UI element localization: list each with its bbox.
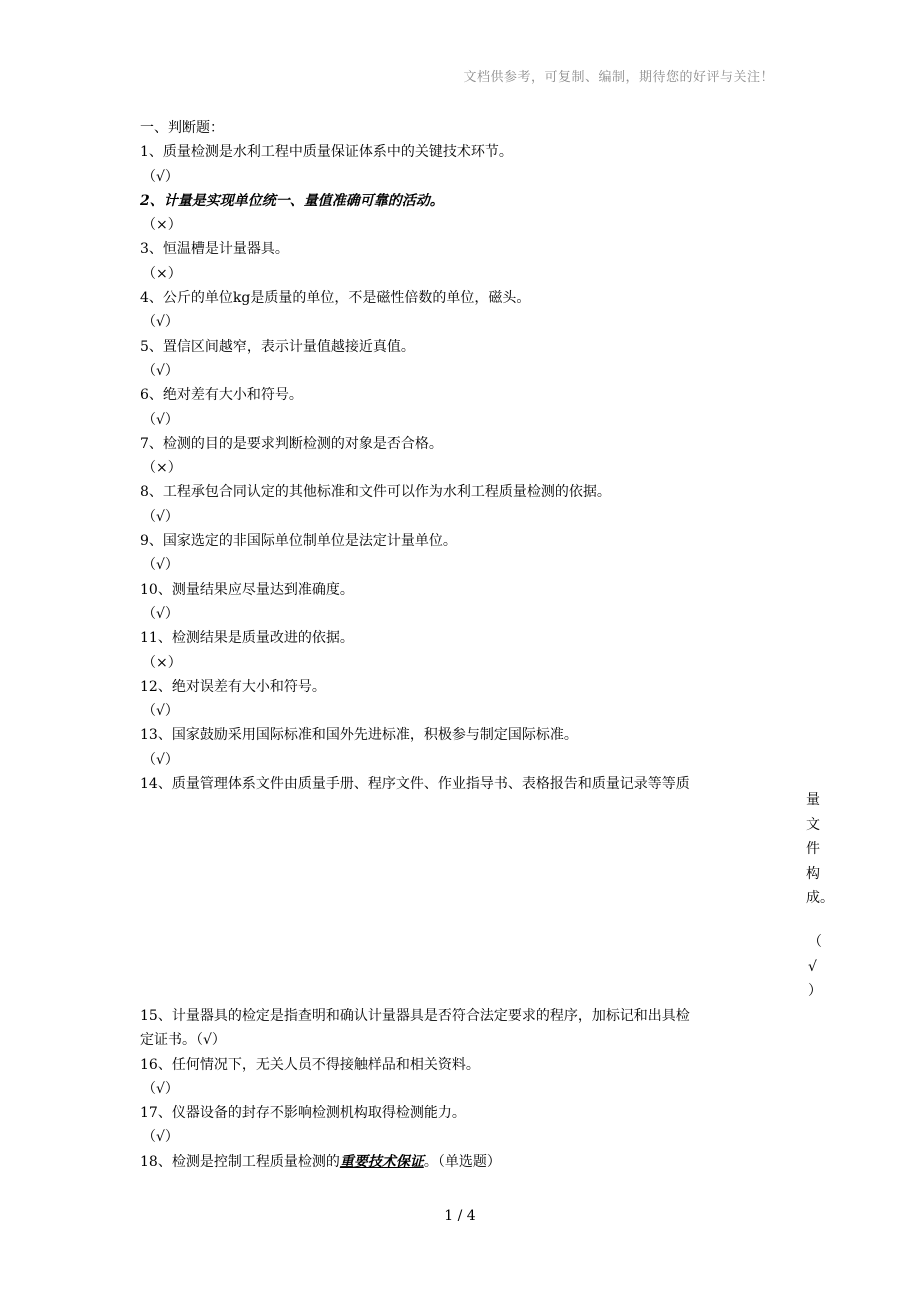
question-6: 6、绝对差有大小和符号。 (140, 387, 303, 404)
question-18-suffix: 。（单选题） (423, 1153, 501, 1170)
answer-14-char: √ (808, 958, 817, 975)
question-2: 2、计量是实现单位统一、量值准确可靠的活动。 (140, 192, 444, 209)
question-12: 12、绝对误差有大小和符号。 (140, 678, 326, 695)
question-18-prefix: 18、检测是控制工程质量检测的 (140, 1153, 340, 1170)
answer-10: （√） (142, 605, 179, 622)
answer-5: （√） (142, 362, 179, 379)
question-14-tail-char: 件 (806, 841, 820, 857)
answer-9: （√） (142, 557, 179, 574)
question-1: 1、质量检测是水利工程中质量保证体系中的关键技术环节。 (140, 144, 513, 161)
answer-2: （×） (142, 217, 182, 234)
question-8: 8、工程承包合同认定的其他标准和文件可以作为水利工程质量检测的依据。 (140, 484, 611, 501)
question-14: 14、质量管理体系文件由质量手册、程序文件、作业指导书、表格报告和质量记录等等质 (140, 776, 690, 793)
answer-13: （√） (142, 751, 179, 768)
answer-12: （√） (142, 703, 179, 720)
answer-4: （√） (142, 314, 179, 331)
question-18 (140, 1150, 780, 1174)
page-number: 1 / 4 (444, 1208, 476, 1224)
answer-16: （√） (142, 1080, 179, 1097)
question-9: 9、国家选定的非国际单位制单位是法定计量单位。 (140, 533, 457, 550)
question-10: 10、测量结果应尽量达到准确度。 (140, 581, 354, 598)
question-4: 4、公斤的单位kg是质量的单位，不是磁性倍数的单位，磁头。 (140, 290, 531, 307)
answer-1: （√） (142, 168, 179, 185)
question-3: 3、恒温槽是计量器具。 (140, 241, 289, 258)
question-14-tail-char: 文 (806, 816, 820, 833)
question-14-tail-char: 量 (806, 792, 820, 808)
answer-14-char: （ (808, 934, 822, 950)
question-15-line-1: 15、计量器具的检定是指查明和确认计量器具是否符合法定要求的程序，加标记和出具检 (140, 1008, 690, 1024)
answer-7: （×） (142, 460, 182, 477)
answer-14 (808, 930, 822, 1004)
answer-8: （√） (142, 508, 179, 525)
section-title: 一、判断题： (140, 120, 224, 136)
header-note: 文档供参考，可复制、编制，期待您的好评与关注！ (463, 70, 774, 85)
question-11: 11、检测结果是质量改进的依据。 (140, 630, 354, 647)
question-18-emphasis: 重要技术保证 (339, 1153, 424, 1170)
question-16: 16、任何情况下，无关人员不得接触样品和相关资料。 (140, 1056, 480, 1073)
question-14-tail-char: 成。 (806, 890, 834, 906)
question-14-overflow (806, 788, 834, 911)
answer-14-char: ） (808, 983, 822, 999)
question-13: 13、国家鼓励采用国际标准和国外先进标准，积极参与制定国际标准。 (140, 727, 578, 744)
answer-3: （×） (142, 265, 182, 282)
question-7: 7、检测的目的是要求判断检测的对象是否合格。 (140, 435, 443, 452)
answer-6: （√） (142, 411, 179, 428)
question-17: 17、仪器设备的封存不影响检测机构取得检测能力。 (140, 1105, 466, 1122)
answer-11: （×） (142, 654, 182, 671)
answer-17: （√） (142, 1129, 179, 1146)
question-15-line-2: 定证书。（√） (140, 1032, 226, 1049)
question-5: 5、置信区间越窄，表示计量值越接近真值。 (140, 338, 415, 355)
document-body-continued (140, 1004, 780, 1174)
question-14-tail-char: 构 (806, 865, 820, 882)
document-body (140, 116, 780, 796)
